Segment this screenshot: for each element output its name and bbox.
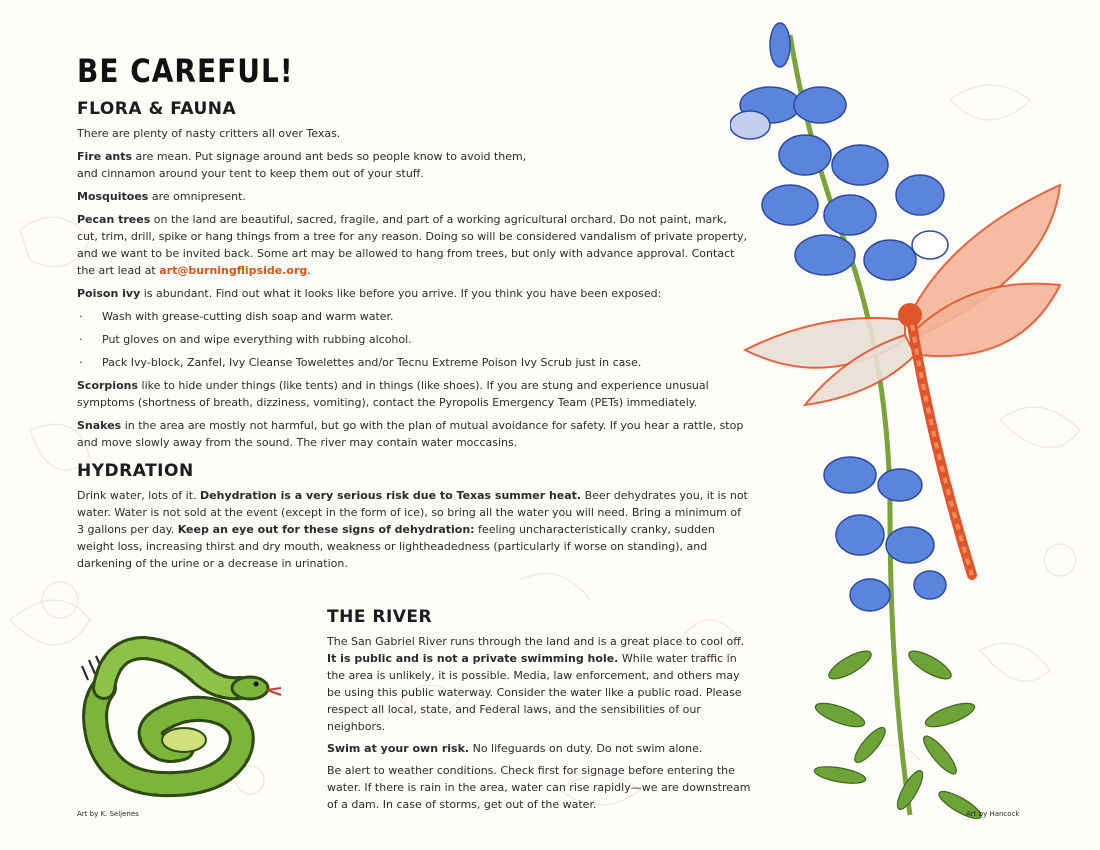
list-item: · Wash with grease-cutting dish soap and warm water. bbox=[77, 308, 749, 325]
poison-ivy-paragraph bbox=[77, 285, 749, 302]
river-text-1: The San Gabriel River runs through the land and is a great place to cool off. bbox=[327, 635, 745, 648]
fire-ants-text: are mean. Put signage around ant beds so people know to avoid them, bbox=[132, 150, 527, 163]
rattlesnake-illustration bbox=[74, 636, 294, 806]
swim-text: No lifeguards on duty. Do not swim alone. bbox=[469, 742, 703, 755]
river-paragraph bbox=[327, 633, 751, 735]
hydration-paragraph bbox=[77, 487, 749, 572]
snakes-label: Snakes bbox=[77, 419, 122, 432]
hydration-text-2: Beer dehydrates you, it is not water. Water is not sold at the event (except in the form of ice), so bring all the water you will need. Bring a minimum of 3 gallons per day. bbox=[77, 489, 748, 536]
scorpions-text: like to hide under things (like tents) and in things (like shoes). If you are stung and experience unusual symptoms (shortness of breath, dizziness, vomiting), contact the Pyropolis Emergency Team (PETs) immediately. bbox=[77, 379, 709, 409]
swim-label: Swim at your own risk. bbox=[327, 742, 470, 755]
river-heading: THE RIVER bbox=[327, 607, 433, 627]
mosquitoes-label: Mosquitoes bbox=[77, 190, 149, 203]
pecan-trees-label: Pecan trees bbox=[77, 213, 151, 226]
page-title: BE CAREFUL! bbox=[77, 52, 294, 90]
poison-ivy-label: Poison ivy bbox=[77, 287, 141, 300]
art-email-link[interactable]: art@burningflipside.org bbox=[159, 264, 308, 277]
pecan-end: . bbox=[307, 264, 311, 277]
flora-fauna-heading: FLORA & FAUNA bbox=[77, 99, 237, 119]
pecan-trees-paragraph bbox=[77, 211, 749, 279]
river-text-2: While water traffic in the area is unlikely, it is possible. Media, law enforcement, and others may be using this public waterway. Consider the water like a public road. Please respect all local, state, and Federal laws, and the sensibilities of our neighbors. bbox=[327, 652, 742, 733]
poison-ivy-text: is abundant. Find out what it looks like before you arrive. If you think you have been exposed: bbox=[140, 287, 662, 300]
hydration-text-1: Drink water, lots of it. bbox=[77, 489, 201, 502]
pecan-trees-text: on the land are beautiful, sacred, fragile, and part of a working agricultural orchard. Do not paint, mark, cut, trim, drill, spike or hang things from a tree for any reason. Doing so will be considered vandalism of private property, and we want to be invited back. Some art may be allowed to hang from trees, but only with advance approval. Contact the art lead at bbox=[77, 213, 748, 277]
scorpions-paragraph bbox=[77, 377, 749, 411]
hydration-heading: HYDRATION bbox=[77, 461, 194, 481]
snakes-paragraph bbox=[77, 417, 749, 451]
hydration-text-3: feeling uncharacteristically cranky, sudden weight loss, increasing thirst and dry mouth, weakness or lightheadedness (particularly if worse on standing), and darkening of the urine or a decrease in urination. bbox=[77, 523, 715, 570]
mosquitoes-text: are omnipresent. bbox=[148, 190, 246, 203]
scorpions-label: Scorpions bbox=[77, 379, 139, 392]
snakes-text: in the area are mostly not harmful, but go with the plan of mutual avoidance for safety. If you hear a rattle, stop and move slowly away from the sound. The river may contain water moccasins. bbox=[77, 419, 744, 449]
weather-paragraph: Be alert to weather conditions. Check first for signage before entering the water. If there is rain in the area, water can rise rapidly—we are downstream of a dam. In case of storms, get out of the water. bbox=[327, 764, 751, 811]
mosquitoes-paragraph bbox=[77, 188, 749, 205]
list-item: · Pack Ivy-block, Zanfel, Ivy Cleanse Towelettes and/or Tecnu Extreme Poison Ivy Scrub just in case. bbox=[77, 354, 749, 371]
flora-intro: There are plenty of nasty critters all over Texas. bbox=[77, 127, 341, 140]
poison-ivy-steps bbox=[77, 308, 749, 371]
art-credit-left: Art by K. Seljenes bbox=[77, 810, 139, 818]
river-section bbox=[327, 607, 751, 818]
river-bold-1: It is public and is not a private swimming hole. bbox=[327, 652, 619, 665]
fire-ants-paragraph bbox=[77, 148, 749, 182]
art-credit-right: Art by Hancock bbox=[966, 810, 1020, 818]
main-content bbox=[77, 52, 749, 578]
hydration-bold-1: Dehydration is a very serious risk due to Texas summer heat. bbox=[200, 489, 582, 502]
swim-paragraph bbox=[327, 740, 751, 757]
list-item: · Put gloves on and wipe everything with rubbing alcohol. bbox=[77, 331, 749, 348]
hydration-bold-2: Keep an eye out for these signs of dehydration: bbox=[177, 523, 475, 536]
fire-ants-text-2: and cinnamon around your tent to keep them out of your stuff. bbox=[77, 167, 424, 180]
fire-ants-label: Fire ants bbox=[77, 150, 133, 163]
bluebonnet-dragonfly-illustration bbox=[730, 15, 1070, 835]
